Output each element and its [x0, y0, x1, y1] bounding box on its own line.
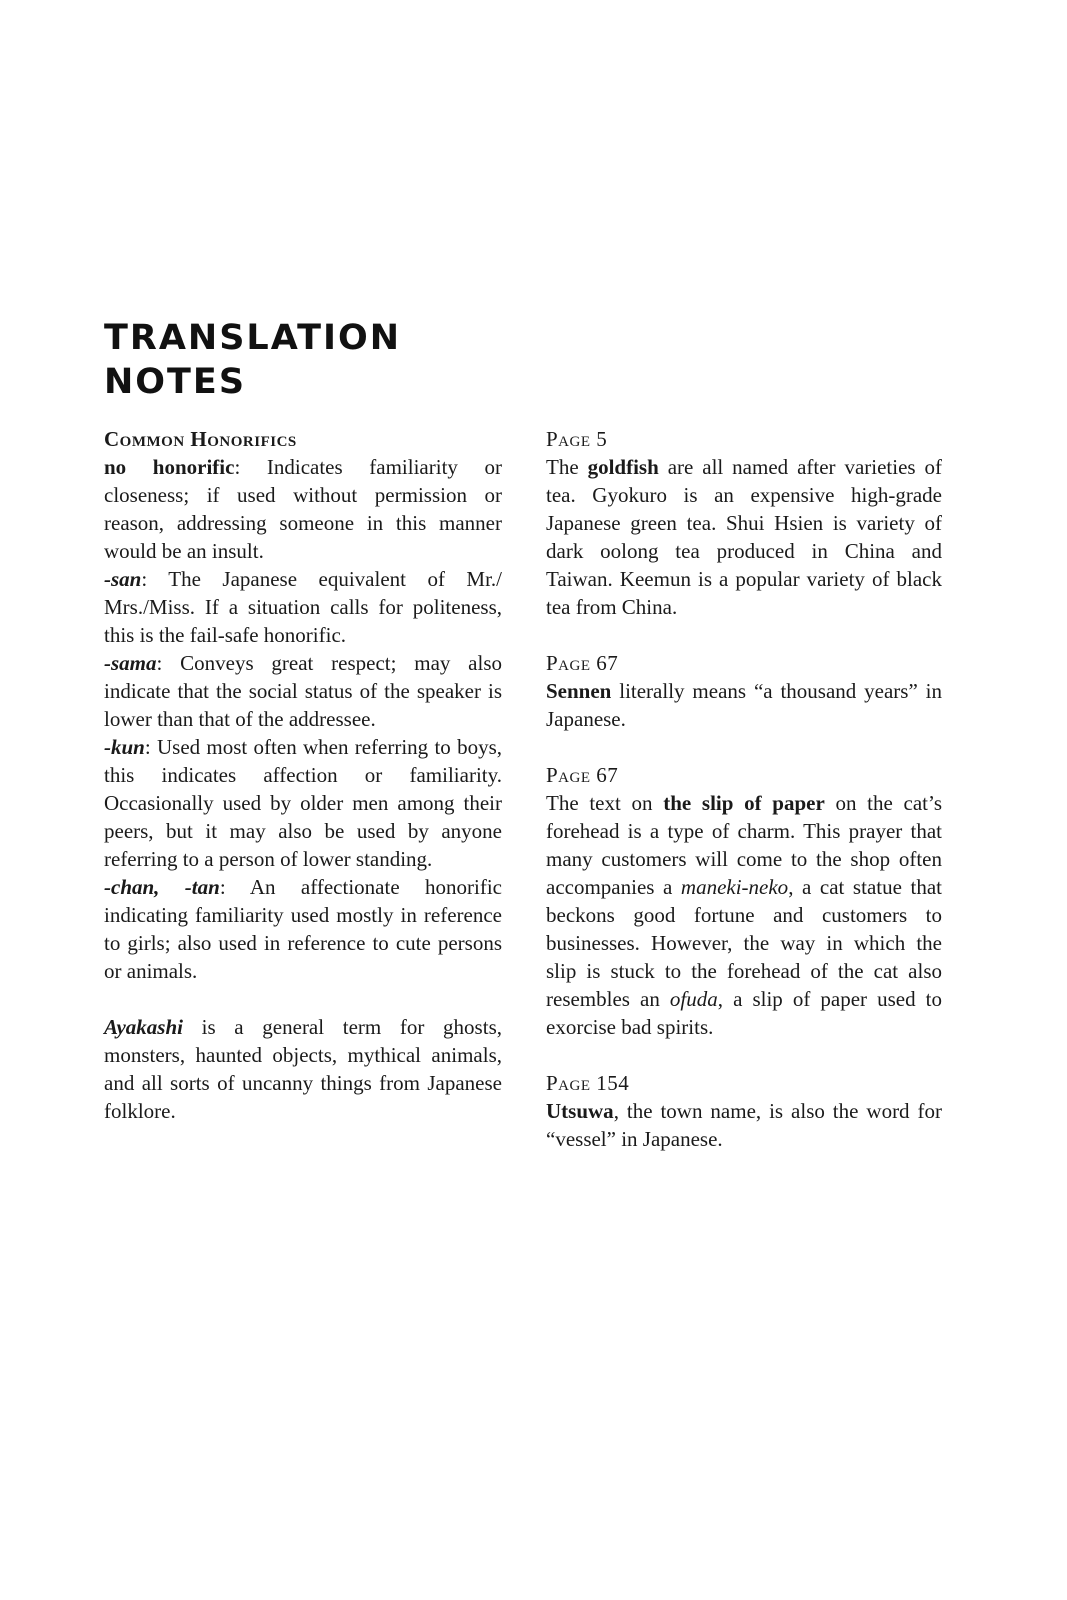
- note-page-67-slip: [546, 761, 942, 1041]
- left-column: [104, 425, 502, 1125]
- note-text: The goldfish are all named after varieties of tea. Gyokuro is an expensive high-grade Japanese green tea. Shui Hsien is variety of dark oolong tea produced in China and Taiwan. Keemun is a popular variety of black tea from China.: [546, 455, 942, 619]
- page-title: [104, 316, 401, 404]
- note-page-5: [546, 425, 942, 621]
- honorific-term: -sama: [104, 651, 157, 675]
- note-italic-term: maneki-neko: [680, 875, 789, 899]
- right-column: [546, 425, 942, 1181]
- title-line-1: TRANSLATION: [104, 318, 402, 358]
- honorific-entry-kun: -kun: Used most often when referring to boys, this indicates affection or familiarity. Occasionally used by older men among their peers, but it may also be used by anyone referring to a person of lower standing.: [104, 735, 502, 871]
- section-heading-honorifics: Common Honorifics: [104, 427, 297, 451]
- honorific-entry-chan-tan: -chan, -tan: An affectionate honorific indicating familiarity used mostly in reference to girls; also used in reference to cute persons or animals.: [104, 875, 502, 983]
- honorific-term: -kun: [104, 735, 145, 759]
- ayakashi-term: Ayakashi: [104, 1015, 183, 1039]
- note-page-label: Page 67: [546, 651, 619, 675]
- note-page-label: Page 5: [546, 427, 608, 451]
- honorific-term: -san: [104, 567, 142, 591]
- note-text: The text on the slip of paper on the cat’s forehead is a type of charm. This prayer that many customers will come to the shop often accompanies a maneki-neko, a cat statue that beckons good fortune and customers to businesses. However, the way in which the slip is stuck to the forehead of the cat also resembles an ofuda, a slip of paper used to exorcise bad spirits.: [546, 791, 943, 1039]
- note-text: Utsuwa, the town name, is also the word for “vessel” in Japanese.: [546, 1099, 942, 1151]
- honorific-definition: An affectionate honorific indicating familiarity used mostly in reference to girls; also used in reference to cute persons or animals.: [104, 875, 502, 983]
- honorific-entry-sama: -sama: Conveys great respect; may also indicate that the social status of the speaker is lower than that of the addressee.: [104, 651, 502, 731]
- note-page-67-sennen: [546, 649, 942, 733]
- note-text: Sennen literally means “a thousand years” in Japanese.: [546, 679, 942, 731]
- honorific-definition: Used most often when referring to boys, this indicates affection or familiarity. Occasionally used by older men among their peers, but it may also be used by anyone referring to a person of lower standing.: [104, 735, 502, 871]
- ayakashi-note: [104, 1013, 502, 1125]
- honorific-definition: The Japanese equivalent of Mr./ Mrs./Miss. If a situation calls for politeness, this is the fail-safe honorific.: [104, 567, 502, 647]
- title-line-2: NOTES: [104, 362, 247, 402]
- honorific-definition: Indicates familiarity or closeness; if used without permission or reason, addressing someone in this manner would be an insult.: [104, 455, 502, 563]
- note-term: Sennen: [546, 679, 612, 703]
- note-page-154: [546, 1069, 942, 1153]
- note-page-label: Page 67: [546, 763, 619, 787]
- honorific-definition: Conveys great respect; may also indicate that the social status of the speaker is lower than that of the addressee.: [104, 651, 502, 731]
- note-italic-term: ofuda: [669, 987, 718, 1011]
- note-term: goldfish: [587, 455, 659, 479]
- note-term: Utsuwa: [546, 1099, 614, 1123]
- honorific-term: no honorific: [104, 455, 235, 479]
- note-page-label: Page 154: [546, 1071, 630, 1095]
- spacer: [104, 985, 502, 1013]
- note-term: the slip of paper: [663, 791, 825, 815]
- ayakashi-definition: is a general term for ghosts, monsters, haunted objects, mythical animals, and all sorts of uncanny things from Japanese folklore.: [104, 1015, 502, 1123]
- honorific-term: -chan, -tan: [104, 875, 220, 899]
- honorific-entry-san: -san: The Japanese equivalent of Mr./ Mrs./Miss. If a situation calls for politeness, this is the fail-safe honorific.: [104, 567, 502, 647]
- honorific-entry-none: no honorific: Indicates familiarity or closeness; if used without permission or reason, addressing someone in this manner would be an insult.: [104, 455, 502, 563]
